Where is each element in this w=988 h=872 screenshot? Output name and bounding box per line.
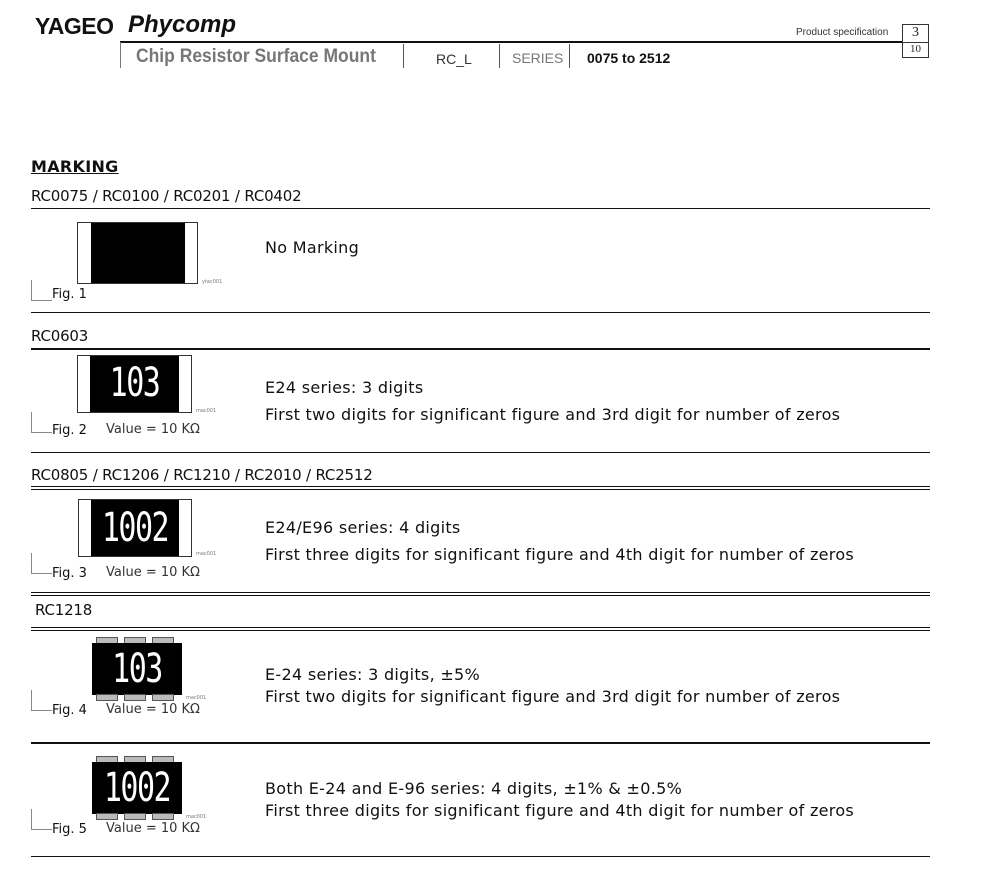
section-rule (31, 489, 930, 490)
terminal-pad (124, 694, 146, 701)
section-rule (31, 312, 930, 313)
figure-label-3: Fig. 3 (52, 566, 87, 581)
figure-leader (31, 412, 52, 433)
series-label: SERIES (512, 50, 564, 66)
chip-marking-text: 103 (109, 360, 160, 406)
description-line: Both E-24 and E-96 series: 4 digits, ±1% & ±0.5% (265, 779, 683, 798)
section-rule (31, 742, 930, 744)
terminal-pad (152, 694, 174, 701)
series-range: 0075 to 2512 (587, 50, 671, 66)
description-line: First two digits for significant figure and 3rd digit for number of zeros (265, 405, 841, 424)
description-line: First three digits for significant figure and 4th digit for number of zeros (265, 801, 855, 820)
figure-leader (31, 280, 52, 301)
section-label-1: RC0075 / RC0100 / RC0201 / RC0402 (31, 187, 302, 205)
figure-label-1: Fig. 1 (52, 287, 87, 302)
section-rule (31, 348, 930, 350)
section-rule (31, 452, 930, 453)
header-separator (569, 44, 570, 68)
value-label: Value = 10 KΩ (106, 422, 200, 437)
section-title: MARKING (31, 157, 119, 176)
value-label: Value = 10 KΩ (106, 565, 200, 580)
figure-label-2: Fig. 2 (52, 423, 87, 438)
description-line: First two digits for significant figure and 3rd digit for number of zeros (265, 687, 841, 706)
product-specification-label: Product specification (796, 27, 889, 38)
section-rule (31, 630, 930, 631)
figure-label-4: Fig. 4 (52, 703, 87, 718)
section-rule (31, 486, 930, 487)
section-rule (31, 627, 930, 628)
section-label-2: RC0603 (31, 327, 89, 345)
section-rule (31, 856, 930, 857)
figure-leader (31, 553, 52, 574)
figure-code: mac001 (186, 814, 207, 820)
terminal-pad (96, 813, 118, 820)
page-number-box (902, 24, 929, 58)
figure-leader (31, 809, 52, 830)
terminal-pad (96, 694, 118, 701)
terminal-pad (152, 813, 174, 820)
description-line: E-24 series: 3 digits, ±5% (265, 665, 481, 684)
figure-code: mac001 (196, 551, 217, 557)
section-rule (31, 592, 930, 593)
figure-code: mac001 (186, 695, 207, 701)
header-divider (120, 42, 121, 68)
description-line: First three digits for significant figure and 4th digit for number of zeros (265, 545, 855, 564)
total-pages: 10 (910, 43, 921, 55)
figure-leader (31, 690, 52, 711)
chip-marking-text: 1002 (103, 765, 171, 811)
header-separator (499, 44, 500, 68)
phycomp-logo: Phycomp (128, 11, 237, 38)
section-rule (31, 595, 930, 596)
figure-code: ytac001 (202, 279, 223, 285)
description-line: No Marking (265, 238, 360, 257)
page-number: 3 (912, 25, 919, 40)
section-label-4: RC1218 (35, 601, 93, 619)
header-separator (403, 44, 404, 68)
description-line: E24/E96 series: 4 digits (265, 518, 461, 537)
figure-code: mac001 (196, 408, 217, 414)
section-label-3: RC0805 / RC1206 / RC1210 / RC2010 / RC2512 (31, 466, 373, 484)
description-line: E24 series: 3 digits (265, 378, 424, 397)
figure-label-5: Fig. 5 (52, 822, 87, 837)
chip-marking-text: 1002 (101, 505, 169, 551)
section-rule (31, 208, 930, 209)
chip-body-black (91, 223, 185, 283)
value-label: Value = 10 KΩ (106, 821, 200, 836)
yageo-logo: YAGEO (35, 13, 114, 39)
chip-marking-text: 103 (112, 646, 162, 692)
value-label: Value = 10 KΩ (106, 702, 200, 717)
document-title: Chip Resistor Surface Mount (136, 46, 376, 67)
product-code: RC_L (436, 51, 472, 67)
terminal-pad (124, 813, 146, 820)
header-rule (120, 41, 902, 43)
